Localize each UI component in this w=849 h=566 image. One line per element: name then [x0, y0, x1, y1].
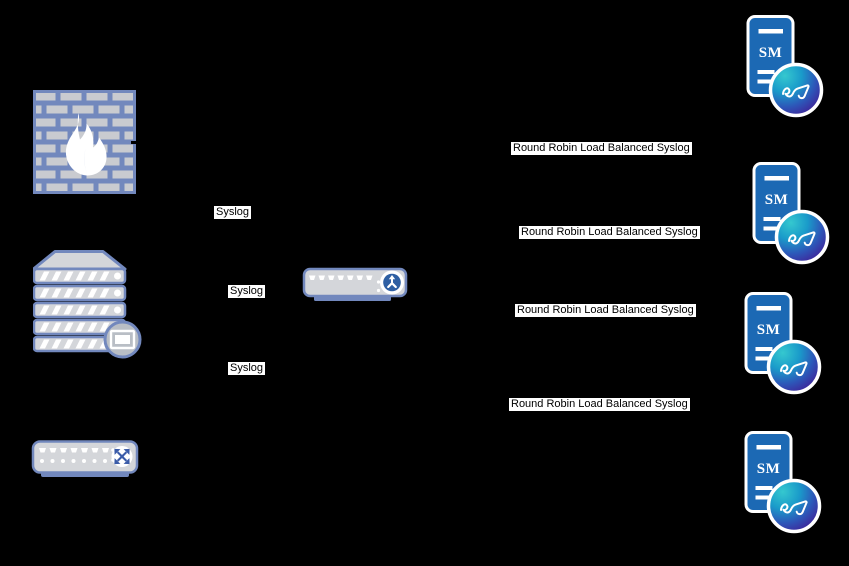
wave-badge-icon [769, 342, 820, 393]
sm-label: SM [758, 45, 783, 61]
sm-server-node-3 [743, 291, 823, 395]
sm-server-icon [751, 161, 831, 265]
firewall-icon [33, 90, 136, 194]
sm-server-node-4 [743, 430, 823, 534]
crossed-arrows-icon [112, 446, 133, 467]
wave-badge-icon [777, 212, 828, 263]
load-balancer-icon [302, 267, 409, 303]
sm-label: SM [756, 461, 781, 477]
sm-server-icon [743, 430, 823, 534]
load-balancer-node [302, 267, 409, 308]
firewall-node [33, 90, 136, 199]
sm-server-icon [743, 291, 823, 395]
wave-badge-icon [769, 481, 820, 532]
round-robin-label-1: Round Robin Load Balanced Syslog [513, 142, 690, 154]
balancer-badge-icon [380, 271, 404, 295]
connector-remnant [131, 141, 139, 144]
sm-server-icon [745, 14, 825, 118]
monitor-magnifier-icon [105, 322, 140, 357]
wave-badge-icon [771, 65, 822, 116]
server-farm-node [33, 250, 143, 365]
syslog-label-2: Syslog [230, 285, 264, 297]
sm-label: SM [756, 322, 781, 338]
round-robin-label-2: Round Robin Load Balanced Syslog [521, 226, 698, 238]
syslog-label-3: Syslog [230, 362, 264, 374]
switch-node [31, 440, 139, 487]
round-robin-label-4: Round Robin Load Balanced Syslog [511, 398, 688, 410]
switch-icon [31, 440, 139, 482]
sm-label: SM [764, 192, 789, 208]
server-farm-icon [33, 250, 143, 360]
round-robin-label-3: Round Robin Load Balanced Syslog [517, 304, 694, 316]
sm-server-node-1 [745, 14, 825, 118]
sm-server-node-2 [751, 161, 831, 265]
syslog-label-1: Syslog [216, 206, 250, 218]
